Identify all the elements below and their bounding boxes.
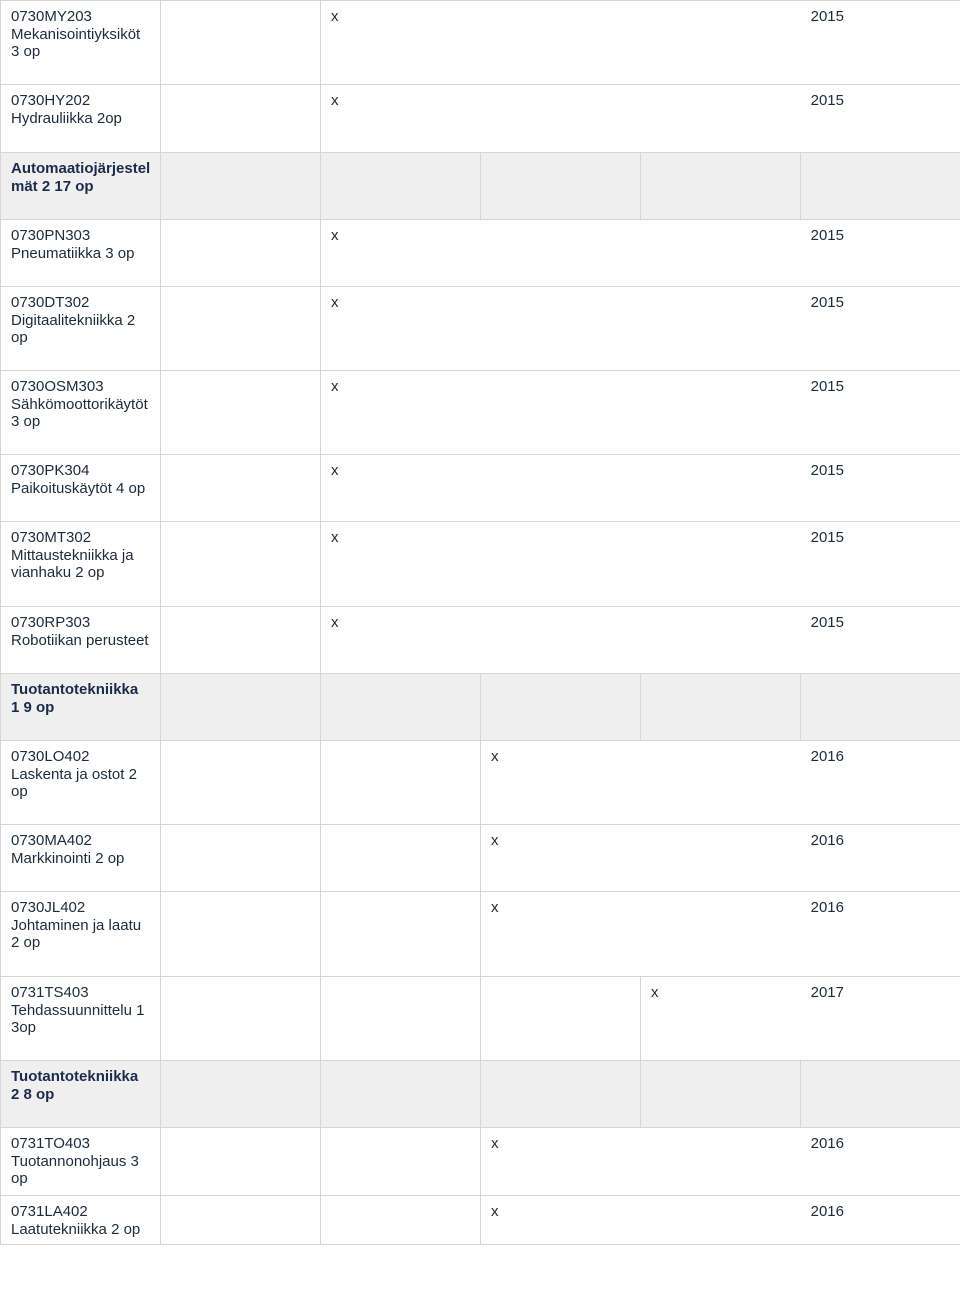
completion-mark: x xyxy=(331,462,339,479)
course-name-cell xyxy=(1,892,161,977)
completion-mark: x xyxy=(651,984,659,1001)
schedule-cell xyxy=(481,1128,960,1196)
schedule-cell xyxy=(481,977,641,1061)
completion-mark: x xyxy=(491,748,499,765)
course-name-cell xyxy=(1,607,161,674)
schedule-cell xyxy=(161,607,321,674)
year-value: 2015 xyxy=(810,462,844,479)
year-value: 2016 xyxy=(810,899,844,916)
schedule-cell xyxy=(161,371,321,455)
course-name: 0730MA402 Markkinointi 2 op xyxy=(11,832,125,867)
year-value: 2015 xyxy=(810,614,844,631)
year-value: 2015 xyxy=(810,8,844,25)
schedule-cell xyxy=(641,674,801,741)
year-value: 2016 xyxy=(810,748,844,765)
completion-mark: x xyxy=(491,899,499,916)
course-name: 0730MY203 Mekanisointiyksiköt 3 op xyxy=(11,8,141,60)
completion-mark: x xyxy=(331,227,339,244)
section-title: Tuotantotekniikka 1 9 op xyxy=(11,681,139,716)
schedule-cell xyxy=(801,1061,960,1128)
schedule-cell xyxy=(321,1,960,85)
schedule-cell xyxy=(161,825,321,892)
schedule-cell xyxy=(641,153,801,220)
course-name-cell xyxy=(1,220,161,287)
course-name-cell xyxy=(1,455,161,522)
course-row xyxy=(1,1,960,85)
schedule-cell xyxy=(481,825,960,892)
schedule-cell xyxy=(161,85,321,153)
schedule-cell xyxy=(321,977,481,1061)
year-value: 2015 xyxy=(810,378,844,395)
course-name: 0730HY202 Hydrauliikka 2op xyxy=(11,92,122,127)
year-value: 2015 xyxy=(810,294,844,311)
section-title: Tuotantotekniikka 2 8 op xyxy=(11,1068,139,1103)
schedule-cell xyxy=(641,1061,801,1128)
schedule-cell xyxy=(321,607,960,674)
schedule-cell xyxy=(321,287,960,371)
course-name: 0730DT302 Digitaalitekniikka 2 op xyxy=(11,294,136,346)
completion-mark: x xyxy=(331,378,339,395)
course-row xyxy=(1,85,960,153)
course-name-cell xyxy=(1,825,161,892)
schedule-cell xyxy=(161,220,321,287)
course-row xyxy=(1,287,960,371)
completion-mark: x xyxy=(491,1135,499,1152)
schedule-cell xyxy=(321,371,960,455)
completion-mark: x xyxy=(331,294,339,311)
course-name: 0730OSM303 Sähkömoottorikäytöt 3 op xyxy=(11,378,148,430)
course-row xyxy=(1,220,960,287)
schedule-cell xyxy=(321,153,481,220)
year-value: 2015 xyxy=(810,92,844,109)
course-name-cell xyxy=(1,522,161,607)
year-value: 2015 xyxy=(810,227,844,244)
schedule-cell xyxy=(161,977,321,1061)
schedule-cell xyxy=(321,741,481,825)
course-name: 0730RP303 Robotiikan perusteet xyxy=(11,614,149,649)
schedule-cell xyxy=(321,1061,481,1128)
course-row xyxy=(1,892,960,977)
section-title-cell xyxy=(1,1061,161,1128)
course-name: 0730JL402 Johtaminen ja laatu 2 op xyxy=(11,899,142,951)
schedule-cell xyxy=(321,220,960,287)
completion-mark: x xyxy=(331,614,339,631)
course-name-cell xyxy=(1,741,161,825)
completion-mark: x xyxy=(491,832,499,849)
course-name: 0730PK304 Paikoituskäytöt 4 op xyxy=(11,462,146,497)
completion-mark: x xyxy=(331,529,339,546)
schedule-cell xyxy=(481,1196,960,1245)
schedule-cell xyxy=(161,1196,321,1245)
schedule-cell xyxy=(161,674,321,741)
course-name-cell xyxy=(1,1128,161,1196)
schedule-cell xyxy=(161,1061,321,1128)
completion-mark: x xyxy=(331,92,339,109)
course-row xyxy=(1,522,960,607)
course-row xyxy=(1,455,960,522)
schedule-cell xyxy=(321,85,960,153)
course-name: 0731TO403 Tuotannonohjaus 3 op xyxy=(11,1135,139,1187)
section-header-row xyxy=(1,1061,960,1128)
course-name: 0730PN303 Pneumatiikka 3 op xyxy=(11,227,135,262)
schedule-cell xyxy=(481,674,641,741)
year-value: 2017 xyxy=(810,984,844,1001)
schedule-cell xyxy=(321,892,481,977)
course-row xyxy=(1,371,960,455)
course-name: 0730MT302 Mittaustekniikka ja vianhaku 2 op xyxy=(11,529,134,581)
course-name-cell xyxy=(1,85,161,153)
schedule-cell xyxy=(161,1,321,85)
schedule-cell xyxy=(161,741,321,825)
section-title-cell xyxy=(1,674,161,741)
schedule-cell xyxy=(321,1128,481,1196)
schedule-cell xyxy=(481,741,960,825)
course-name-cell xyxy=(1,1196,161,1245)
course-name-cell xyxy=(1,287,161,371)
schedule-cell xyxy=(321,674,481,741)
course-name-cell xyxy=(1,977,161,1061)
course-row xyxy=(1,825,960,892)
schedule-cell xyxy=(641,977,960,1061)
course-name-cell xyxy=(1,1,161,85)
year-value: 2016 xyxy=(810,1203,844,1220)
schedule-cell xyxy=(161,892,321,977)
section-header-row xyxy=(1,674,960,741)
course-row xyxy=(1,977,960,1061)
schedule-cell xyxy=(801,153,960,220)
schedule-cell xyxy=(321,1196,481,1245)
section-header-row xyxy=(1,153,960,220)
course-row xyxy=(1,1196,960,1245)
course-name: 0731TS403 Tehdassuunnittelu 1 3op xyxy=(11,984,145,1036)
completion-mark: x xyxy=(491,1203,499,1220)
schedule-cell xyxy=(801,674,960,741)
course-row xyxy=(1,607,960,674)
schedule-cell xyxy=(481,1061,641,1128)
schedule-cell xyxy=(321,825,481,892)
schedule-cell xyxy=(161,1128,321,1196)
schedule-cell xyxy=(161,153,321,220)
section-title-cell xyxy=(1,153,161,220)
schedule-cell xyxy=(161,287,321,371)
schedule-cell xyxy=(161,522,321,607)
course-row xyxy=(1,741,960,825)
course-name-cell xyxy=(1,371,161,455)
schedule-cell xyxy=(161,455,321,522)
schedule-cell xyxy=(321,522,960,607)
schedule-cell xyxy=(321,455,960,522)
course-name: 0731LA402 Laatutekniikka 2 op xyxy=(11,1203,141,1238)
course-name: 0730LO402 Laskenta ja ostot 2 op xyxy=(11,748,137,800)
year-value: 2016 xyxy=(810,1135,844,1152)
schedule-cell xyxy=(481,892,960,977)
section-title: Automaatiojärjestel mät 2 17 op xyxy=(11,160,151,195)
year-value: 2015 xyxy=(810,529,844,546)
year-value: 2016 xyxy=(810,832,844,849)
course-table-body xyxy=(1,1,960,1245)
course-row xyxy=(1,1128,960,1196)
completion-mark: x xyxy=(331,8,339,25)
schedule-cell xyxy=(481,153,641,220)
